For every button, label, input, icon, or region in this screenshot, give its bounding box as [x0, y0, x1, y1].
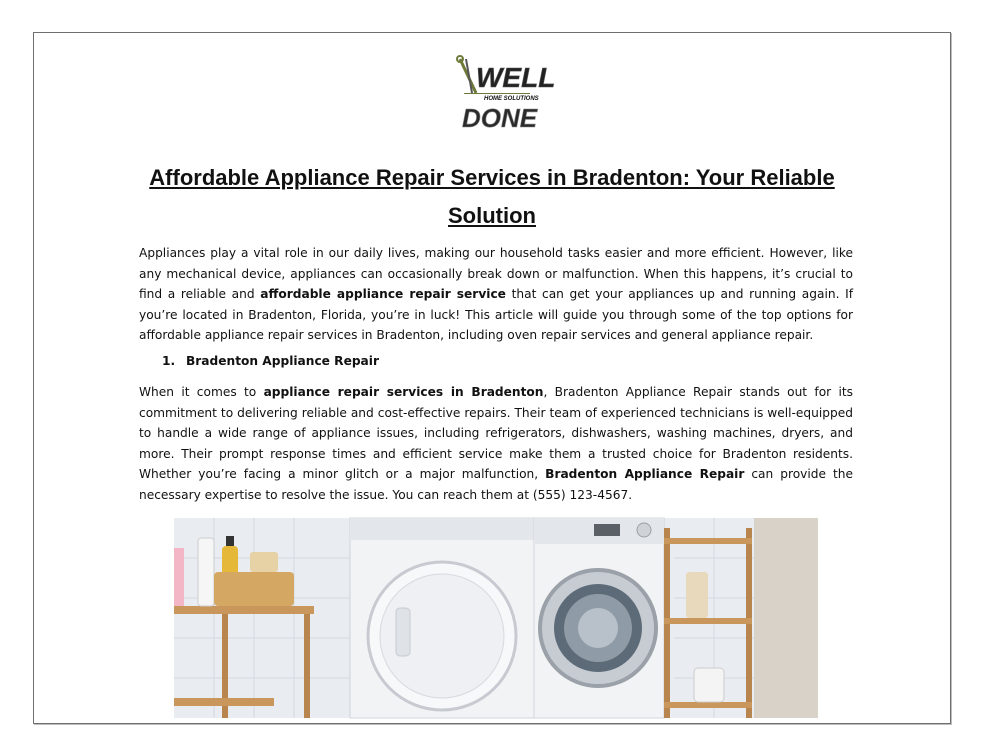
logo-text-well: WELL: [476, 62, 556, 93]
logo-text-subtitle: HOME SOLUTIONS: [484, 96, 539, 102]
numbered-heading: [162, 354, 379, 368]
well-done-logo: [454, 55, 556, 133]
list-number: 1.: [162, 354, 176, 368]
logo-text-done: DONE: [462, 103, 538, 133]
section-paragraph: [139, 382, 853, 506]
article-title: Affordable Appliance Repair Services in Bradenton: Your Reliable Solution: [149, 165, 835, 228]
section-bold-keyword: appliance repair services in Bradenton: [263, 385, 544, 399]
section-text-3: can provide the necessary expertise to resolve the issue. You can reach them at (555) 123-4567.: [139, 467, 853, 502]
laundry-room-photo: [174, 518, 818, 718]
intro-text-2: that can get your appliances up and running again. If you’re located in Bradenton, Florida, you’re in luck! This article will guide you through some of the top options for affordable appliance repair services in Bradenton, including oven repair services and general appliance repair.: [139, 287, 853, 343]
intro-bold-keyword: affordable appliance repair service: [260, 287, 506, 302]
section-text-2: , Bradenton Appliance Repair stands out for its commitment to delivering reliable and cost-effective repairs. Their team of experienced technicians is well-equipped to handle a wide range of appliance issues, including refrigerators, dishwashers, washing machines, dryers, and more. Their prompt response times and efficient service make them a trusted choice for Bradenton residents. Whether you’re facing a minor glitch or a major malfunction,: [139, 385, 853, 482]
list-heading-text: Bradenton Appliance Repair: [186, 354, 379, 368]
document-page: [33, 32, 951, 724]
section-text-1: When it comes to: [139, 385, 264, 399]
intro-paragraph: [139, 243, 853, 346]
section-bold-company: Bradenton Appliance Repair: [545, 467, 745, 482]
intro-text-1: Appliances play a vital role in our daily lives, making our household tasks easier and more efficient. However, like any mechanical device, appliances can occasionally break down or malfunction. When this happens, it’s crucial to find a reliable and: [139, 246, 853, 302]
